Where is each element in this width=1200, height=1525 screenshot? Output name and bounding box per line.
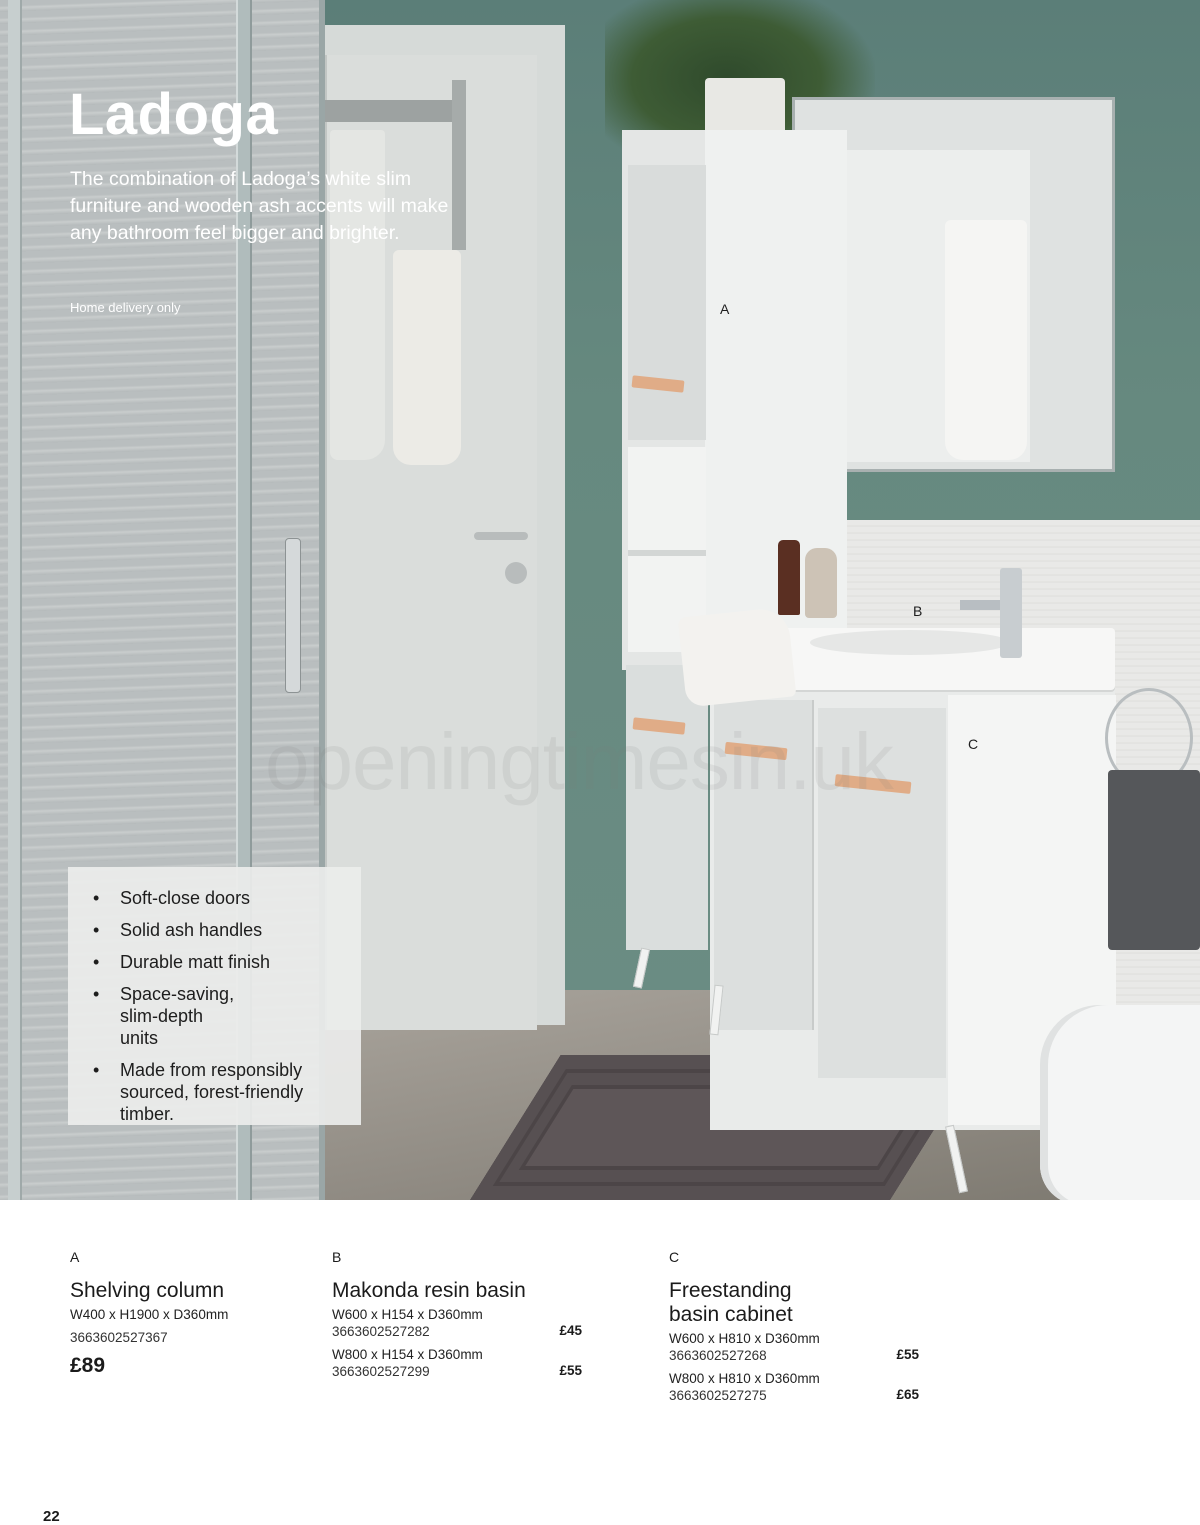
shower-handle	[285, 538, 301, 693]
niche-shelf	[628, 550, 706, 556]
tap-spout	[960, 600, 1004, 610]
page-title: Ladoga	[69, 82, 279, 147]
product-variant	[332, 1306, 582, 1340]
mirror-towel-reflection	[945, 220, 1027, 460]
product-letter: A	[70, 1249, 80, 1265]
product-b	[332, 1249, 582, 1386]
features-box	[68, 867, 361, 1125]
grey-towel	[1108, 770, 1200, 950]
variant-price: £65	[896, 1387, 919, 1402]
intro-text: The combination of Ladoga’s white slim furniture and wooden ash accents will make any bathroom feel bigger and brighter.	[70, 168, 449, 244]
bottle	[778, 540, 800, 615]
variant-price: £55	[896, 1347, 919, 1362]
product-a	[70, 1249, 300, 1378]
product-variant	[669, 1370, 919, 1404]
feature-item: • Made from responsibly sourced, forest-friendly timber.	[93, 1059, 343, 1125]
shelving-column-door	[628, 165, 706, 440]
tap	[1000, 568, 1022, 658]
basin-bowl	[810, 630, 1010, 655]
feature-item: • Durable matt finish	[93, 951, 351, 973]
variant-dimensions: W600 x H154 x D360mm	[332, 1307, 483, 1322]
marker-c: C	[968, 736, 979, 752]
product-letter: B	[332, 1249, 342, 1265]
variant-code: 3663602527268	[669, 1348, 767, 1363]
product-letter: C	[669, 1249, 680, 1265]
product-c	[669, 1249, 919, 1410]
product-price: £89	[70, 1354, 106, 1377]
variant-price: £45	[559, 1323, 582, 1338]
door-lock	[505, 562, 527, 584]
door-apron	[393, 250, 461, 465]
door-handle	[474, 532, 528, 540]
feature-item: • Soft-close doors	[93, 887, 351, 909]
variant-dimensions: W600 x H810 x D360mm	[669, 1331, 820, 1346]
variant-dimensions: W800 x H154 x D360mm	[332, 1347, 483, 1362]
shower-frame	[8, 0, 22, 1200]
variant-code: 3663602527299	[332, 1364, 430, 1379]
product-code: 3663602527367	[70, 1330, 168, 1345]
marker-a: A	[720, 301, 730, 317]
product-name: Shelving column	[70, 1279, 225, 1302]
product-name: Freestanding basin cabinet	[669, 1279, 793, 1326]
features-list	[93, 887, 351, 1125]
marker-b: B	[913, 603, 923, 619]
delivery-note: Home delivery only	[70, 300, 181, 315]
product-variant	[332, 1346, 582, 1380]
soap-dispenser	[805, 548, 837, 618]
hand-towel	[678, 606, 797, 707]
product-name: Makonda resin basin	[332, 1279, 526, 1302]
watermark: openingtimesin.uk	[265, 717, 893, 806]
page-number: 22	[43, 1508, 60, 1525]
product-variant	[669, 1330, 919, 1364]
variant-price: £55	[559, 1363, 582, 1378]
product-dimensions: W400 x H1900 x D360mm	[70, 1307, 229, 1322]
door-hook-rail	[325, 100, 465, 122]
feature-item: • Space-saving, slim-depth units	[93, 983, 243, 1049]
variant-code: 3663602527282	[332, 1324, 430, 1339]
variant-code: 3663602527275	[669, 1388, 767, 1403]
feature-item: • Solid ash handles	[93, 919, 351, 941]
variant-dimensions: W800 x H810 x D360mm	[669, 1371, 820, 1386]
toilet	[1040, 1005, 1200, 1200]
